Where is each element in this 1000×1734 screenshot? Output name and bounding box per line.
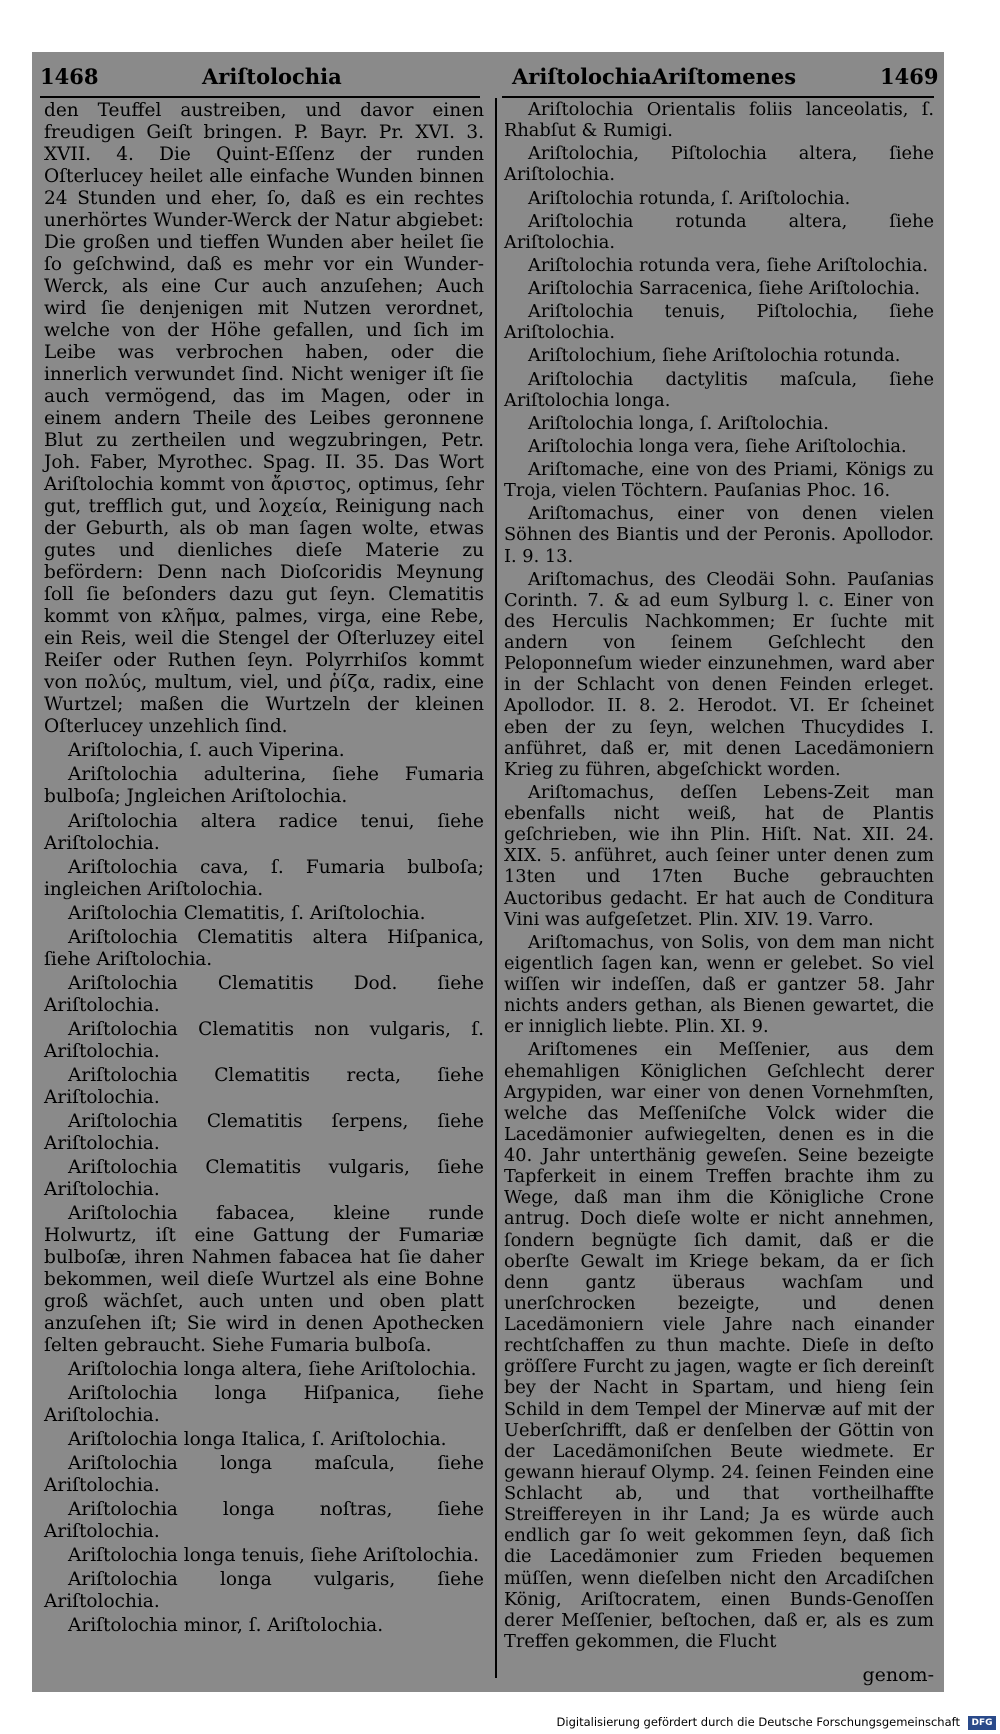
dictionary-entry: Ariſtolochia tenuis, Piſtolochia, ſiehe Ariſtolochia. <box>504 302 934 344</box>
dictionary-entry: Ariſtomache, eine von des Priami, Königs zu Troja, vielen Töchtern. Pauſanias Phoc. 16. <box>504 460 934 502</box>
dictionary-entry: Ariſtolochia Clematitis recta, ſiehe Ariſtolochia. <box>44 1064 484 1108</box>
left-page-number: 1468 <box>40 64 99 89</box>
left-running-title: Ariſtolochia <box>202 64 342 89</box>
right-running-title-2: Ariſtomenes <box>652 64 797 89</box>
catchword: genom- <box>862 1664 934 1686</box>
dictionary-entry: Ariſtolochia longa vulgaris, ſiehe Ariſtolochia. <box>44 1569 484 1613</box>
dictionary-entry: Ariſtolochia dactylitis maſcula, ſiehe Ariſtolochia longa. <box>504 369 934 411</box>
scanned-page <box>32 52 944 1692</box>
footer-text: Digitalisierung gefördert durch die Deutsche Forschungsgemeinschaft <box>556 1715 960 1729</box>
dictionary-entry: Ariſtomenes ein Meſſenier, aus dem ehemahligen Königlichen Geſchlecht derer Argypiden, war einer von denen Vornehmſten, welche das Meſſeniſche Volck wider die Lacedämonier aufwiegelten, denen es in die 40. Jahr unterthänig geweſen. Seine bezeigte Tapferkeit in einem Treffen brachte ihm zu Wege, daß man ihm die Königliche Crone antrug. Doch dieſe wolte er nicht annehmen, ſondern begnügte ſich damit, daß er die oberſte Gewalt im Kriege bekam, da er ſich denn gantz überaus wachſam und unerſchrocken bezeigte, und denen Lacedämoniern viele Jahre nach einander rechtſchaffen zu thun machte. Dieſe in deſto gröſſere Furcht zu jagen, wagte er ſich dereinſt bey der Nacht in Spartam, und hieng ſein Schild in dem Tempel der Minervæ auf mit der Ueberſchrifft, daß er denſelben der Göttin von der Lacedämoniſchen Beute wiedmete. Er gewann hierauf Olymp. 24. ſeinen Feinden eine Schlacht ab, und that vortheilhaffte Streiffereyen in ihr Land; Ja es würde auch endlich gar ſo weit gekommen ſeyn, daß ſich die Lacedämonier zum Frieden bequemen müſſen, wenn dieſelben nicht den Arcadiſchen König, Ariſtocratem, einen Bunds-Genoſſen derer Meſſenier, beſtochen, daß er, als es zum Treffen gekommen, die Flucht <box>504 1040 934 1652</box>
dictionary-entry: Ariſtolochia rotunda vera, ſiehe Ariſtolochia. <box>528 255 928 276</box>
dictionary-entry: Ariſtolochia altera radice tenui, ſiehe Ariſtolochia. <box>44 810 484 854</box>
dictionary-entry: Ariſtolochia Clematitis altera Hiſpanica, ſiehe Ariſtolochia. <box>44 926 484 970</box>
dfg-logo: DFG <box>968 1716 996 1730</box>
dictionary-entry: Ariſtolochia Clematitis, ſ. Ariſtolochia. <box>68 902 426 924</box>
dictionary-entry: Ariſtolochia rotunda, ſ. Ariſtolochia. <box>528 188 851 209</box>
dictionary-entry: Ariſtomachus, deſſen Lebens-Zeit man ebenfalls nicht weiß, hat de Plantis geſchrieben, wie ihn Plin. Hiſt. Nat. XII. 24. XIX. 5. anführet, auch ſeiner unter denen zum 13ten und 17ten Buche gebrauchten Auctoribus gedacht. Er hat auch de Conditura Vini was aufgeſetzet. Plin. XIV. 19. Varro. <box>504 782 934 930</box>
header-rule-right <box>502 96 934 98</box>
dictionary-entry: Ariſtolochia longa Italica, ſ. Ariſtolochia. <box>68 1428 447 1450</box>
right-column <box>504 100 934 1655</box>
dictionary-entry: Ariſtolochia cava, ſ. Fumaria bulboſa; ingleichen Ariſtolochia. <box>44 856 484 900</box>
right-running-title-1: Ariſtolochia <box>512 64 652 89</box>
dictionary-entry: Ariſtolochia Clematitis non vulgaris, ſ. Ariſtolochia. <box>44 1018 484 1062</box>
dictionary-entry: Ariſtolochia longa vera, ſiehe Ariſtolochia. <box>528 436 907 457</box>
left-column <box>44 100 484 1639</box>
dictionary-entry: Ariſtolochia longa maſcula, ſiehe Ariſtolochia. <box>44 1452 484 1496</box>
dictionary-entry: Ariſtomachus, einer von denen vielen Söhnen des Biantis und der Peronis. Apollodor. I. 9. 13. <box>504 504 934 567</box>
dictionary-entry: Ariſtolochia longa Hiſpanica, ſiehe Ariſtolochia. <box>44 1382 484 1426</box>
dictionary-entry: Ariſtolochia rotunda altera, ſiehe Ariſtolochia. <box>504 211 934 253</box>
left-entry-list <box>44 740 484 1637</box>
column-divider <box>495 98 497 1678</box>
dictionary-entry: Ariſtolochia Orientalis foliis lanceolatis, ſ. Rhabſut & Rumigi. <box>504 100 934 142</box>
right-entry-list <box>504 100 934 1653</box>
footer-bar <box>0 1714 1000 1734</box>
dictionary-entry: Ariſtolochia Clematitis Dod. ſiehe Ariſtolochia. <box>44 972 484 1016</box>
dictionary-entry: Ariſtomachus, von Solis, von dem man nicht eigentlich ſagen kan, wenn er gelebet. So viel wiſſen wir indeſſen, daß er gantzer 58. Jahr nichts anders gethan, als Bienen gewartet, die er inniglich liebte. Plin. XI. 9. <box>504 932 934 1038</box>
dictionary-entry: Ariſtolochia, Piſtolochia altera, ſiehe Ariſtolochia. <box>504 144 934 186</box>
dictionary-entry: Ariſtolochia Sarracenica, ſiehe Ariſtolochia. <box>528 279 920 299</box>
left-continuation-paragraph: den Teuffel austreiben, und davor einen freudigen Geiſt bringen. P. Bayr. Pr. XVI. 3. XVII. 4. Die Quint-Eſſenz der runden Oſterlucey heilet alle einfache Wunden binnen 24 Stunden und eher, ſo, daß es ein rechtes unerhörtes Wunder-Werck der Natur abgiebet: Die großen und tieffen Wunden aber heilet ſie ſo geſchwind, daß es mehr vor ein Wunder-Werck, als eine Cur auch anzuſehen; Auch wird ſie denjenigen mit Nutzen verordnet, welche von der Höhe gefallen, und ſich im Leibe was verbrochen haben, oder die innerlich verwundet ſind. Nicht weniger iſt ſie auch vermögend, das im Magen, oder in einem andern Theile des Leibes geronnene Blut zu zertheilen und wegzubringen, Petr. Joh. Faber, Myrothec. Spag. II. 35. Das Wort Ariſtolochia kommt von ἄριστος, optimus, ſehr gut, trefflich gut, und λοχεία, Reinigung nach der Geburth, als ob man ſagen wolte, etwas gutes und dienliches dieſe Materie zu befördern: Denn nach Dioſcoridis Meynung ſoll ſie beſonders dazu gut ſeyn. Clematitis kommt von κλῆμα, palmes, virga, eine Rebe, ein Reis, weil die Stengel der Oſterluzey eitel Reiſer oder Ruthen ſeyn. Polyrrhiſos kommt von πολύς, multum, viel, und ῥίζα, radix, eine Wurtzel; maßen die Wurtzeln der kleinen Oſterlucey unzehlich ſind. <box>44 100 484 738</box>
dictionary-entry: Ariſtolochia Clematitis ſerpens, ſiehe Ariſtolochia. <box>44 1110 484 1154</box>
dictionary-entry: Ariſtolochia longa altera, ſiehe Ariſtolochia. <box>68 1358 477 1380</box>
dictionary-entry: Ariſtolochia minor, ſ. Ariſtolochia. <box>68 1615 384 1637</box>
dictionary-entry: Ariſtolochia Clematitis vulgaris, ſiehe Ariſtolochia. <box>44 1156 484 1200</box>
dictionary-entry: Ariſtolochia longa, ſ. Ariſtolochia. <box>528 413 829 434</box>
dictionary-entry: Ariſtolochia longa noſtras, ſiehe Ariſtolochia. <box>44 1498 484 1542</box>
header-rule-left <box>40 96 480 98</box>
dictionary-entry: Ariſtolochia, ſ. auch Viperina. <box>68 740 345 762</box>
dictionary-entry: Ariſtomachus, des Cleodäi Sohn. Pauſanias Corinth. 7. & ad eum Sylburg l. c. Einer von des Herculis Nachkommen; Er ſuchte mit andern von ſeinem Geſchlecht den Peloponneſum wieder einzunehmen, ward aber in der Schlacht von denen Feinden erleget. Apollodor. II. 8. 2. Herodot. VI. Er ſcheinet eben der zu ſeyn, welchen Thucydides I. anführet, daß er, mit denen Lacedämoniern Krieg zu führen, abgeſchickt worden. <box>504 569 934 780</box>
dictionary-entry: Ariſtolochia fabacea, kleine runde Holwurtz, iſt eine Gattung der Fumariæ bulboſæ, ihren Nahmen fabacea hat ſie daher bekommen, weil dieſe Wurtzel als eine Bohne groß wächſet, auch unten und oben platt anzuſehen iſt; Sie wird in denen Apothecken ſelten gebraucht. Siehe Fumaria bulboſa. <box>44 1202 484 1356</box>
dictionary-entry: Ariſtolochia adulterina, ſiehe Fumaria bulboſa; Jngleichen Ariſtolochia. <box>44 764 484 808</box>
dictionary-entry: Ariſtolochium, ſiehe Ariſtolochia rotunda. <box>528 346 901 367</box>
dictionary-entry: Ariſtolochia longa tenuis, ſiehe Ariſtolochia. <box>68 1545 479 1566</box>
right-page-number: 1469 <box>880 64 939 89</box>
